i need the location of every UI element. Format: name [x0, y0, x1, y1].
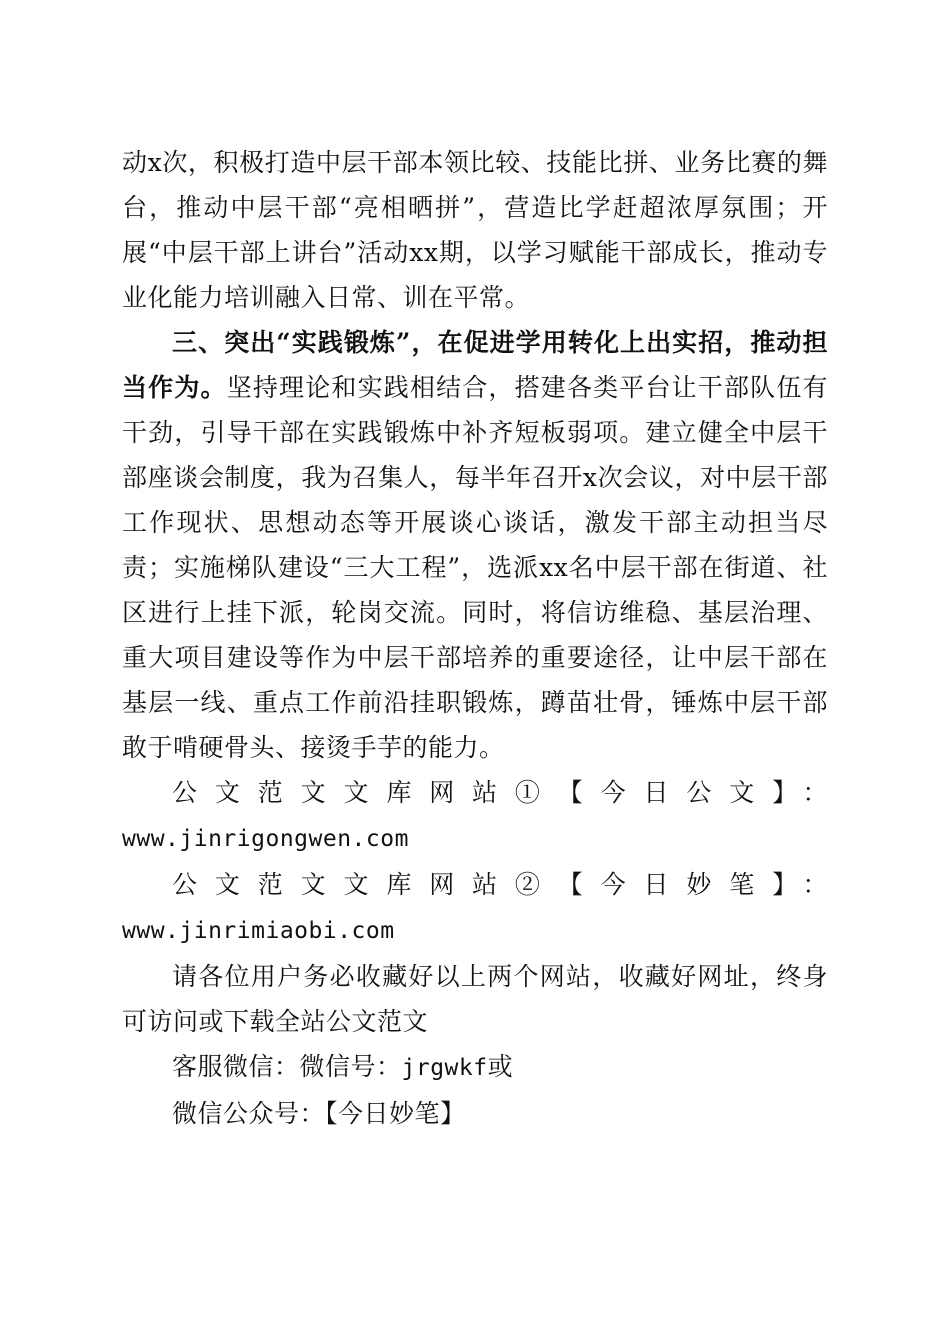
section-body: 坚持理论和实践相结合，搭建各类平台让干部队伍有干劲，引导干部在实践锻炼中补齐短板弱项。建立健全中层干部座谈会制度，我为召集人，每半年召开x次会议，对中层干部工作现状、思想动态等开展谈心谈话，激发干部主动担当尽责；实施梯队建设“三大工程”，选派xx名中层干部在街道、社区进行上挂下派，轮岗交流。同时，将信访维稳、基层治理、重大项目建设等作为中层干部培养的重要途径，让中层干部在基层一线、重点工作前沿挂职锻炼，蹲苗壮骨，锤炼中层干部敢于啃硬骨头、接烫手芋的能力。 [122, 373, 828, 762]
section-heading: 三、突出“实践锻炼”，在促进学用转化上出实招，推动担当作为。 [122, 328, 828, 402]
wechat-or: 或 [487, 1052, 514, 1081]
wechat-id: jrgwkf [401, 1055, 488, 1081]
paragraph-section-three [122, 320, 828, 770]
official-account-line: 微信公众号：【今日妙笔】 [172, 1099, 466, 1128]
wechat-label: 客服微信：微信号： [172, 1052, 402, 1081]
paragraph-continuation: 动x次，积极打造中层干部本领比较、技能比拼、业务比赛的舞台，推动中层干部“亮相晒拼”，营造比学赶超浓厚氛围；开展“中层干部上讲台”活动xx期，以学习赋能干部成长，推动专业化能力培训融入日常、训在平常。 [122, 148, 828, 312]
site2-url[interactable]: www.jinrimiaobi.com [122, 918, 395, 944]
wechat-line [122, 1044, 828, 1091]
notice-text: 请各位用户务必收藏好以上两个网站，收藏好网址，终身可访问或下载全站公文范文 [122, 962, 828, 1036]
site1-line [122, 770, 828, 815]
site1-url-line [122, 815, 828, 862]
site2-label: 公文范文文库网站②【今日妙笔】： [172, 870, 828, 899]
site1-label: 公文范文文库网站①【今日公文】： [172, 778, 828, 807]
site2-line [122, 862, 828, 954]
document-page [122, 140, 828, 1136]
site1-url[interactable]: www.jinrigongwen.com [122, 826, 409, 852]
